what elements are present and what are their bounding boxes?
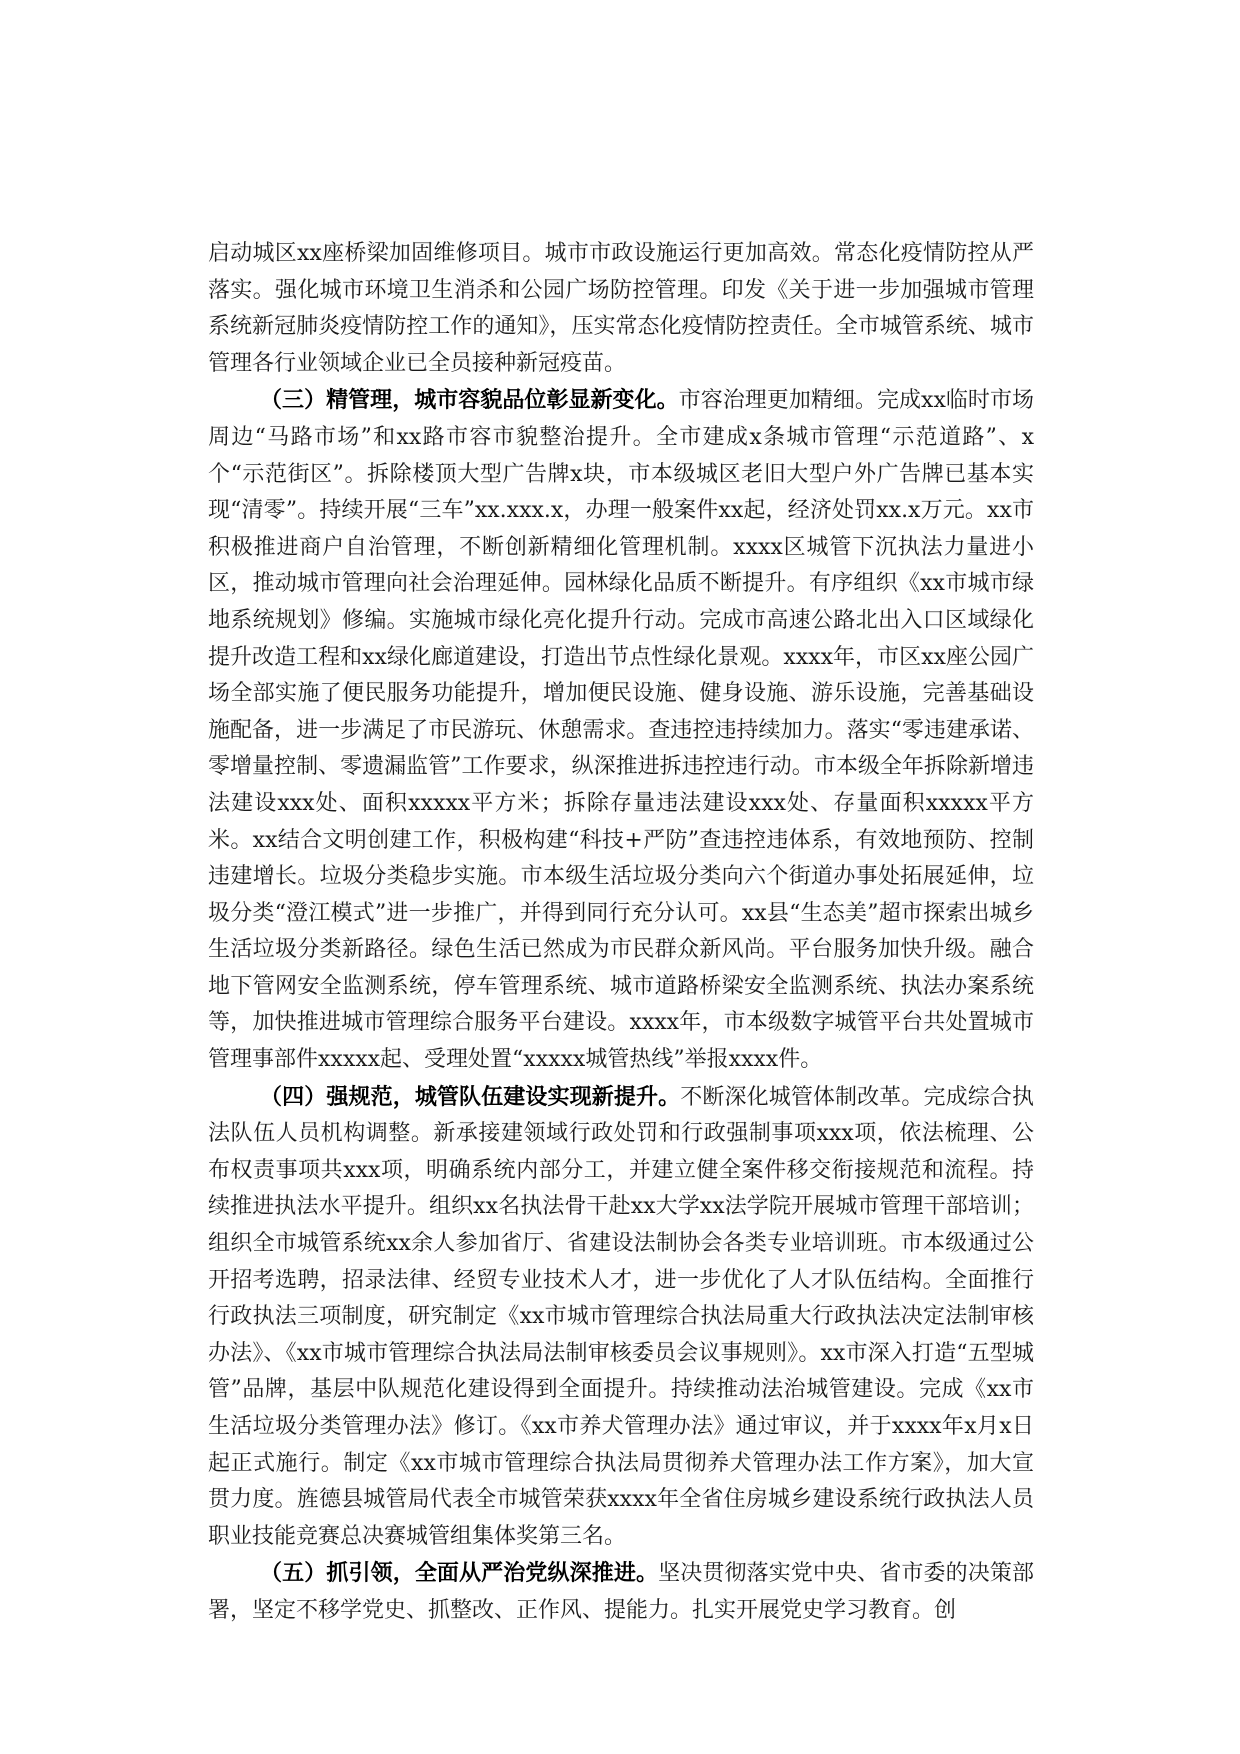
paragraph-section-5 <box>208 1555 1034 1629</box>
paragraph-text: 不断深化城管体制改革。完成综合执法队伍人员机构调整。新承接建领域行政处罚和行政强制事项xxx项，依法梳理、公布权责事项共xxx项，明确系统内部分工，并建立健全案件移交衔接规范和流程。持续推进执法水平提升。组织xx名执法骨干赴xx大学xx法学院开展城市管理干部培训；组织全市城管系统xx余人参加省厅、省建设法制协会各类专业培训班。市本级通过公开招考选聘，招录法律、经贸专业技术人才，进一步优化了人才队伍结构。全面推行行政执法三项制度，研究制定《xx市城市管理综合执法局重大行政执法决定法制审核办法》、《xx市城市管理综合执法局法制审核委员会议事规则》。xx市深入打造“五型城管”品牌，基层中队规范化建设得到全面提升。持续推动法治城管建设。完成《xx市生活垃圾分类管理办法》修订。《xx市养犬管理办法》通过审议，并于xxxx年x月x日起正式施行。制定《xx市城市管理综合执法局贯彻养犬管理办法工作方案》，加大宣贯力度。旌德县城管局代表全市城管荣获xxxx年全省住房城乡建设系统行政执法人员职业技能竞赛总决赛城管组集体奖第三名。 <box>208 1084 1034 1549</box>
paragraph-text: 市容治理更加精细。完成xx临时市场周边“马路市场”和xx路市容市貌整治提升。全市建成x条城市管理“示范道路”、x个“示范街区”。拆除楼顶大型广告牌x块，市本级城区老旧大型户外广告牌已基本实现“清零”。持续开展“三车”xx.xxx.x，办理一般案件xx起，经济处罚xx.x万元。xx市积极推进商户自治管理，不断创新精细化管理机制。xxxx区城管下沉执法力量进小区，推动城市管理向社会治理延伸。园林绿化品质不断提升。有序组织《xx市城市绿地系统规划》修编。实施城市绿化亮化提升行动。完成市高速公路北出入口区域绿化提升改造工程和xx绿化廊道建设，打造出节点性绿化景观。xxxx年，市区xx座公园广场全部实施了便民服务功能提升，增加便民设施、健身设施、游乐设施，完善基础设施配备，进一步满足了市民游玩、休憩需求。查违控违持续加力。落实“零违建承诺、零增量控制、零遗漏监管”工作要求，纵深推进拆违控违行动。市本级全年拆除新增违法建设xxx处、面积xxxxx平方米；拆除存量违法建设xxx处、存量面积xxxxx平方米。xx结合文明创建工作，积极构建“科技+严防”查违控违体系，有效地预防、控制违建增长。垃圾分类稳步实施。市本级生活垃圾分类向六个街道办事处拓展延伸，垃圾分类“澄江模式”进一步推广，并得到同行充分认可。xx县“生态美”超市探索出城乡生活垃圾分类新路径。绿色生活已然成为市民群众新风尚。平台服务加快升级。融合地下管网安全监测系统，停车管理系统、城市道路桥梁安全监测系统、执法办案系统等，加快推进城市管理综合服务平台建设。xxxx年，市本级数字城管平台共处置城市管理事部件xxxxx起、受理处置“xxxxx城管热线”举报xxxx件。 <box>208 388 1034 1073</box>
section-heading: （三）精管理，城市容貌品位彰显新变化。 <box>260 387 679 414</box>
paragraph-section-4 <box>208 1079 1034 1556</box>
paragraph-section-3 <box>208 382 1034 1078</box>
paragraph-text: 启动城区xx座桥梁加固维修项目。城市市政设施运行更加高效。常态化疫情防控从严落实。强化城市环境卫生消杀和公园广场防控管理。印发《关于进一步加强城市管理系统新冠肺炎疫情防控工作的通知》，压实常态化疫情防控责任。全市城管系统、城市管理各行业领域企业已全员接种新冠疫苗。 <box>208 241 1034 376</box>
paragraph-bridge-epidemic <box>208 236 1034 382</box>
section-heading: （四）强规范，城管队伍建设实现新提升。 <box>260 1083 681 1110</box>
section-heading: （五）抓引领，全面从严治党纵深推进。 <box>260 1560 659 1587</box>
document-body <box>208 236 1034 1630</box>
paragraph-text: 坚决贯彻落实党中央、省市委的决策部署，坚定不移学党史、抓整改、正作风、提能力。扎实开展党史学习教育。创 <box>208 1561 1034 1623</box>
